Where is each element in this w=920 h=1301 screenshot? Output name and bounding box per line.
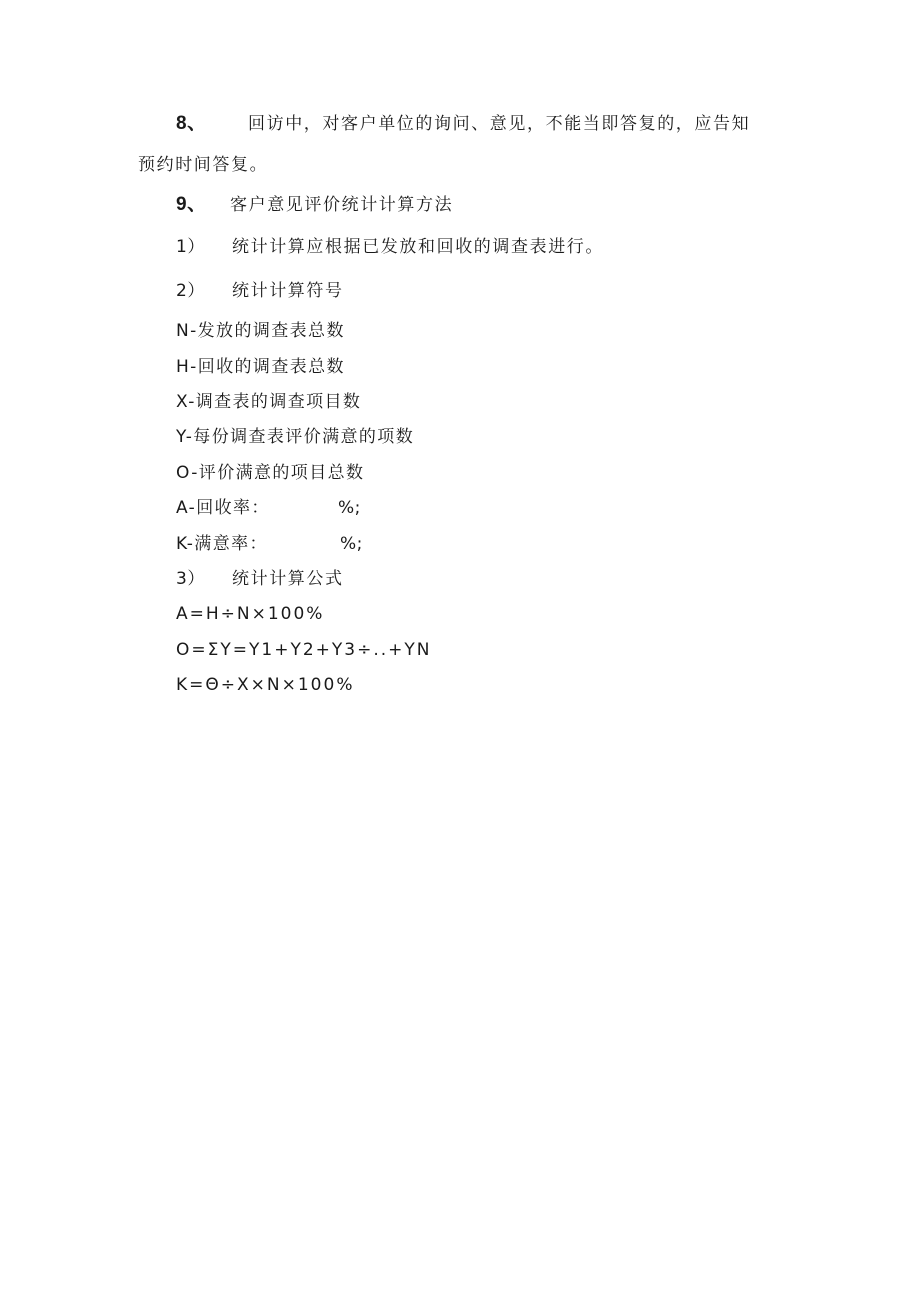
item-8-number: 8、	[176, 113, 207, 134]
formula-o: O=ΣY=Y1+Y2+Y3÷..+YN	[176, 640, 432, 660]
sub-1-text: 统计计算应根据已发放和回收的调查表进行。	[232, 237, 604, 257]
symbol-y: Y-每份调查表评价满意的项数	[176, 427, 415, 447]
sub-3-number: 3）	[176, 569, 205, 589]
symbol-h: H-回收的调查表总数	[176, 357, 345, 377]
item-8-text-line-2: 预约时间答复。	[138, 155, 269, 175]
rate-k-unit: %;	[340, 534, 363, 554]
rate-a-line	[176, 497, 361, 519]
rate-k-line	[176, 533, 363, 555]
formula-a: A=H÷N×100%	[176, 604, 325, 624]
sub-1-line	[176, 236, 604, 258]
symbol-n: N-发放的调查表总数	[176, 321, 345, 341]
rate-k-label: K-满意率：	[176, 534, 268, 554]
item-8-line-1	[176, 113, 750, 135]
symbol-o: O-评价满意的项目总数	[176, 463, 365, 483]
item-9-title: 客户意见评价统计计算方法	[230, 195, 454, 215]
sub-3-line	[176, 568, 344, 590]
item-8-text-line-1: 回访中，对客户单位的询问、意见，不能当即答复的，应告知	[248, 114, 751, 134]
item-8-line-2	[138, 154, 268, 176]
sub-3-text: 统计计算公式	[232, 569, 344, 589]
rate-a-label: A-回收率：	[176, 498, 270, 518]
sub-1-number: 1）	[176, 237, 205, 257]
rate-a-unit: %;	[338, 498, 361, 518]
sub-2-line	[176, 280, 344, 302]
symbol-x: X-调查表的调查项目数	[176, 392, 362, 412]
sub-2-number: 2）	[176, 281, 205, 301]
item-9-heading	[176, 194, 453, 216]
item-9-number: 9、	[176, 194, 207, 215]
formula-k: K=Θ÷X×N×100%	[176, 675, 355, 695]
sub-2-text: 统计计算符号	[232, 281, 344, 301]
